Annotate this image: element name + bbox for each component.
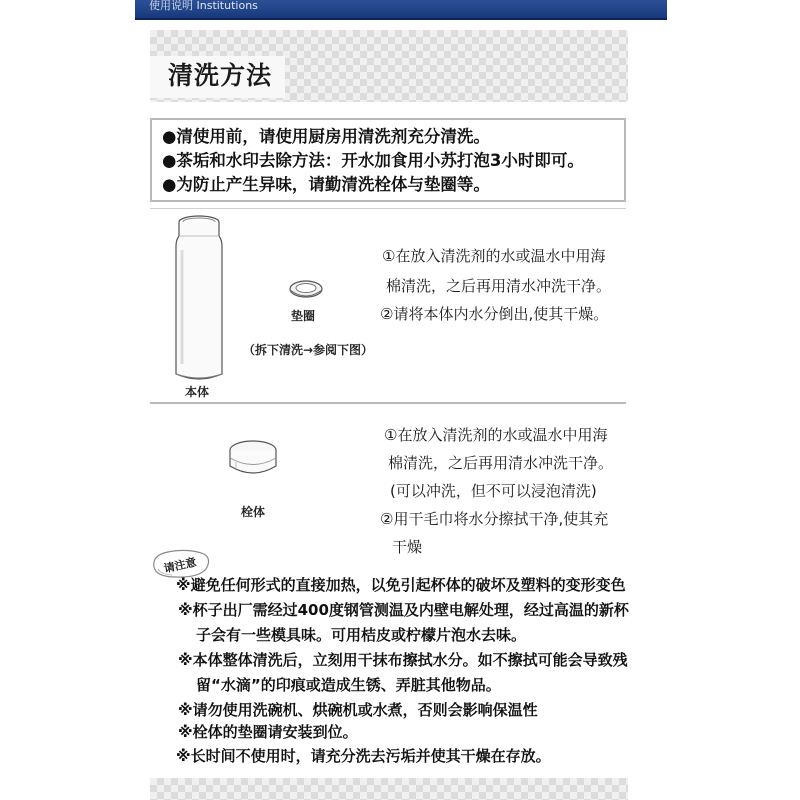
part1-step-line: 棉清洗，之后再用清水冲洗干净。 bbox=[386, 277, 612, 295]
section-title: 清洗方法 bbox=[168, 61, 273, 90]
section-divider bbox=[150, 208, 626, 209]
note-line: ●茶垢和水印去除方法：开水加食用小苏打泡3小时即可。 bbox=[162, 151, 584, 170]
header-label: 使用说明 Institutions bbox=[149, 0, 258, 12]
gasket-illustration bbox=[286, 278, 326, 302]
part-divider bbox=[150, 402, 626, 404]
bottle-body-illustration bbox=[168, 214, 230, 386]
note-line: ●清使用前，请使用厨房用清洗剂充分清洗。 bbox=[162, 127, 490, 146]
stopper-label: 栓体 bbox=[241, 505, 266, 519]
title-box bbox=[150, 56, 285, 98]
header-bar bbox=[135, 0, 667, 20]
part1-step-line: ②请将本体内水分倒出,使其干燥。 bbox=[380, 305, 609, 323]
notes-box bbox=[150, 118, 626, 202]
part2-step-line: (可以冲洗，但不可以浸泡清洗) bbox=[390, 482, 597, 500]
bottom-band-pattern bbox=[150, 778, 628, 800]
part2-step-line: 棉清洗，之后再用清水冲洗干净。 bbox=[388, 454, 614, 472]
note-line: ●为防止产生异味，请勤清洗栓体与垫圈等。 bbox=[162, 175, 490, 194]
part2-step-line: ①在放入清洗剂的水或温水中用海 bbox=[384, 426, 608, 444]
caution-item: ※栓体的垫圈请安装到位。 bbox=[178, 723, 358, 741]
caution-badge-text: 请注意 bbox=[162, 555, 198, 576]
caution-item: ※长时间不使用时，请充分洗去污垢并使其干燥在存放。 bbox=[176, 747, 551, 765]
part2-step-line: 干燥 bbox=[392, 538, 423, 556]
part1-step-line: ①在放入清洗剂的水或温水中用海 bbox=[382, 247, 606, 265]
stopper-illustration bbox=[226, 436, 280, 484]
gasket-label: 垫圈 bbox=[291, 309, 316, 323]
body-label: 本体 bbox=[185, 385, 210, 399]
detach-note: （拆下清洗→参阅下图） bbox=[243, 343, 374, 357]
caution-item: 留“水滴”的印痕或造成生锈、弄脏其他物品。 bbox=[196, 676, 501, 694]
caution-item: 子会有一些模具味。可用桔皮或柠檬片泡水去味。 bbox=[196, 626, 527, 644]
part2-step-line: ②用干毛巾将水分擦拭干净,使其充 bbox=[380, 510, 609, 528]
caution-item: ※杯子出厂需经过400度钢管测温及内壁电解处理，经过高温的新杯 bbox=[178, 601, 629, 619]
caution-item: ※请勿使用洗碗机、烘碗机或水煮，否则会影响保温性 bbox=[178, 701, 538, 719]
caution-item: ※避免任何形式的直接加热，以免引起杯体的破坏及塑料的变形变色 bbox=[176, 576, 626, 594]
caution-item: ※本体整体清洗后，立刻用干抹布擦拭水分。如不擦拭可能会导致残 bbox=[178, 651, 628, 669]
